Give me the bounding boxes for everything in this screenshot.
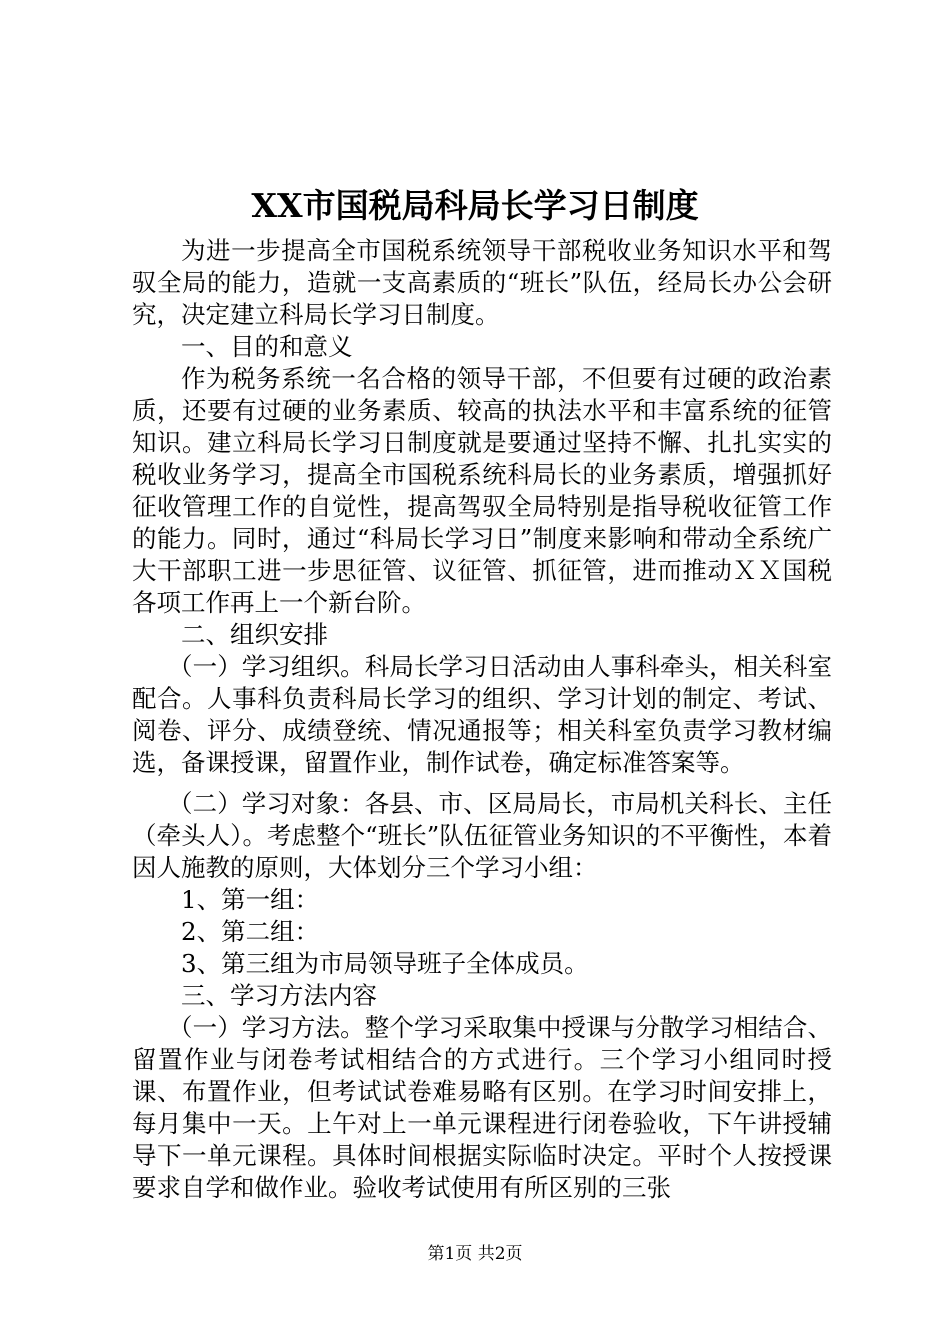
group-one-item: 1、第一组： xyxy=(181,885,320,914)
section-heading-organization: 二、组织安排 xyxy=(181,620,328,649)
purpose-paragraph: 作为税务系统一名合格的领导干部，不但要有过硬的政治素质，还要有过硬的业务素质、较高的执法水平和丰富系统的征管知识。建立科局长学习日制度就是要通过坚持不懈、扎扎实实的税收业务学习，提高全市国税系统科局长的业务素质，增强抓好征收管理工作的自觉性，提高驾驭全局特别是指导税收征管工作的能力。同时，通过“科局长学习日”制度来影响和带动全系统广大干部职工进一步思征管、议征管、抓征管，进而推动ＸＸ国税各项工作再上一个新台阶。 xyxy=(132,364,832,617)
document-title: XX市国税局科局长学习日制度 xyxy=(251,186,699,225)
methods-paragraph: （一）学习方法。整个学习采取集中授课与分散学习相结合、留置作业与闭卷考试相结合的方式进行。三个学习小组同时授课、布置作业，但考试试卷难易略有区别。在学习时间安排上，每月集中一天。上午对上一单元课程进行闭卷验收，下午讲授辅导下一单元课程。具体时间根据实际临时决定。平时个人按授课要求自学和做作业。验收考试使用有所区别的三张 xyxy=(132,1013,832,1202)
group-three-item: 3、第三组为市局领导班子全体成员。 xyxy=(181,949,589,978)
intro-paragraph: 为进一步提高全市国税系统领导干部税收业务知识水平和驾驭全局的能力，造就一支高素质的“班长”队伍，经局长办公会研究，决定建立科局长学习日制度。 xyxy=(132,236,832,329)
section-heading-purpose: 一、目的和意义 xyxy=(181,332,353,361)
section-heading-methods: 三、学习方法内容 xyxy=(181,981,377,1010)
target-paragraph: （二）学习对象：各县、市、区局局长，市局机关科长、主任（牵头人）。考虑整个“班长”队伍征管业务知识的不平衡性，本着因人施教的原则，大体划分三个学习小组： xyxy=(132,789,832,882)
document-body xyxy=(132,235,832,1204)
page-number-footer: 第1页 共2页 xyxy=(427,1244,523,1264)
group-two-item: 2、第二组： xyxy=(181,917,320,946)
organization-paragraph: （一）学习组织。科局长学习日活动由人事科牵头，相关科室配合。人事科负责科局长学习的组织、学习计划的制定、考试、阅卷、评分、成绩登统、情况通报等；相关科室负责学习教材编选，备课授课，留置作业，制作试卷，确定标准答案等。 xyxy=(132,652,832,777)
